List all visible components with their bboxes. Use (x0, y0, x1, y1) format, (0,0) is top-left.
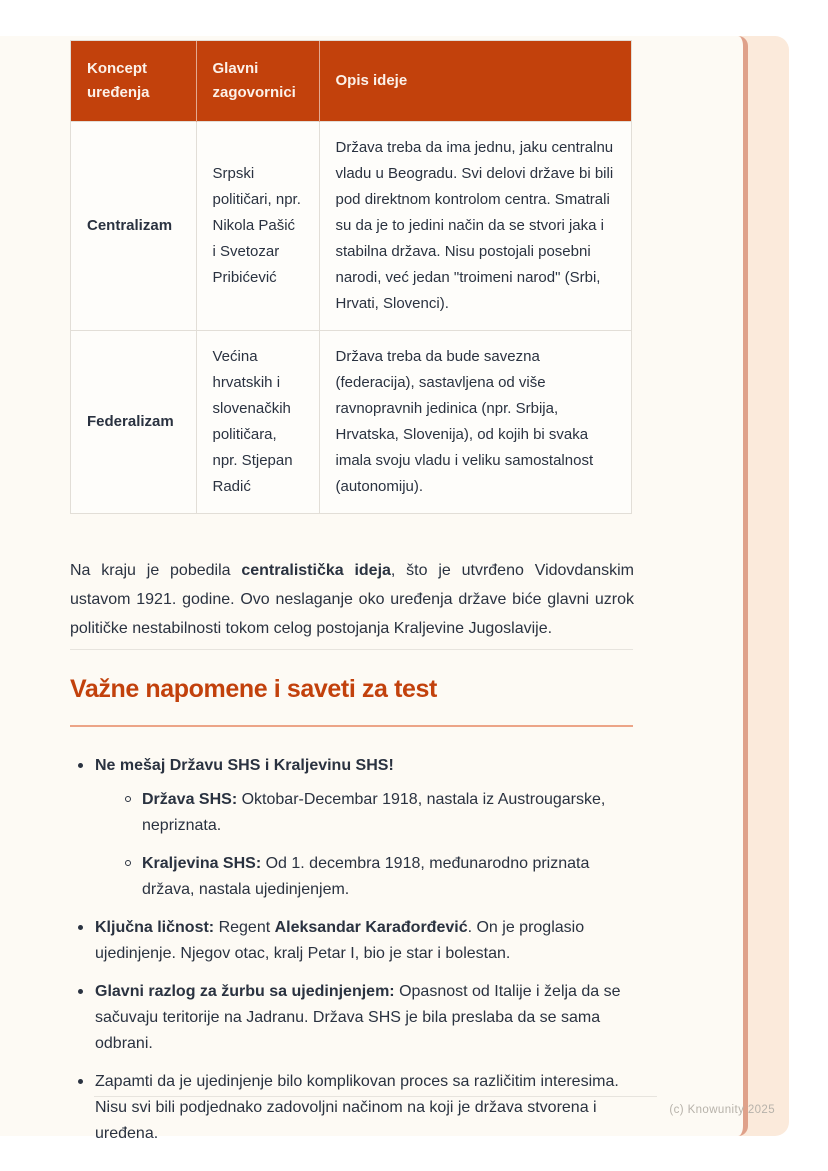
sub-note-label: Kraljevina SHS: (142, 855, 262, 872)
note-label: Glavni razlog za žurbu sa ujedinjenjem: (95, 983, 395, 1000)
bullet-icon (78, 763, 83, 768)
sub-note-label: Država SHS: (142, 791, 238, 808)
sub-note-text: Od 1. decembra 1918, međunarodno priznata država, nastala ujedinjenjem. (142, 855, 590, 898)
bullet-icon (78, 1079, 83, 1084)
description-cell: Država treba da ima jednu, jaku centralnu vladu u Beogradu. Svi delovi države bi bili pod direktnom kontrolom centra. Smatrali su da je to jedini način da se stvori jaka i stabilna država. Nisu postojali posebni narodi, već jedan "troimeni narod" (Srbi, Hrvati, Slovenci). (319, 122, 631, 331)
note-item-zapamti (70, 1069, 634, 1147)
note-title: Ne mešaj Državu SHS i Kraljevinu SHS! (95, 757, 394, 774)
table-header-row (71, 41, 631, 122)
concept-cell: Centralizam (71, 122, 196, 331)
heading-underline (70, 725, 633, 727)
table-header-concept: Koncept uređenja (71, 41, 196, 122)
comparison-table (70, 40, 632, 514)
table-row-federalizam (71, 331, 631, 514)
advocates-cell: Većina hrvatskih i slovenačkih političara, npr. Stjepan Radić (196, 331, 319, 514)
summary-paragraph (70, 556, 634, 643)
note-item-glavni-razlog (70, 979, 634, 1057)
section-heading: Važne napomene i saveti za test (70, 675, 437, 703)
table-header-advocates: Glavni zagovornici (196, 41, 319, 122)
summary-bold: centralistička ideja (241, 562, 391, 579)
section-divider (70, 649, 633, 650)
note-text: Zapamti da je ujedinjenje bilo komplikovan proces sa različitim interesima. Nisu svi bili podjednako zadovoljni načinom na koji je država stvorena i uređena. (95, 1073, 619, 1142)
sub-note-kraljevina-shs (125, 851, 634, 903)
page-content (70, 40, 634, 1159)
bullet-icon (78, 989, 83, 994)
sub-note-text: Oktobar-Decembar 1918, nastala iz Austrougarske, nepriznata. (142, 791, 606, 834)
document-page (0, 36, 748, 1142)
advocates-cell: Srpski političari, npr. Nikola Pašić i Svetozar Pribićević (196, 122, 319, 331)
concept-cell: Federalizam (71, 331, 196, 514)
note-bold-name: Aleksandar Karađorđević (274, 919, 468, 936)
summary-text-1: Na kraju je pobedila (70, 562, 242, 579)
sub-note-drzava-shs (125, 787, 634, 839)
note-text: Opasnost od Italije i želja da se sačuvaju teritorije na Jadranu. Država SHS je bila preslaba da se sama odbrani. (95, 983, 621, 1052)
description-cell: Država treba da bude savezna (federacija), sastavljena od više ravnopravnih jedinica (npr. Srbija, Hrvatska, Slovenija), od kojih bi svaka imala svoju vladu i veliku samostalnost (autonomiju). (319, 331, 631, 514)
note-item-shs (70, 753, 634, 903)
note-label: Ključna ličnost: (95, 919, 215, 936)
table-header-description: Opis ideje (319, 41, 631, 122)
sub-bullet-icon (125, 860, 131, 866)
copyright-watermark: (c) Knowunity 2025 (669, 1104, 775, 1116)
bullet-icon (78, 925, 83, 930)
note-item-kljucna-licnost (70, 915, 634, 967)
notes-list (70, 753, 634, 1147)
summary-text-2: , što je utvrđeno Vidovdanskim ustavom 1921. godine. Ovo neslaganje oko uređenja države biće glavni uzrok političke nestabilnosti tokom celog postojanja Kraljevine Jugoslavije. (70, 562, 635, 637)
note-text-2: . On je proglasio ujedinjenje. Njegov otac, kralj Petar I, bio je star i bolestan. (95, 919, 585, 962)
table-row-centralizam (71, 122, 631, 331)
sub-bullet-icon (125, 796, 131, 802)
note-text-1: Regent (214, 919, 275, 936)
sub-notes-list (125, 787, 634, 903)
bottom-divider (94, 1096, 657, 1097)
